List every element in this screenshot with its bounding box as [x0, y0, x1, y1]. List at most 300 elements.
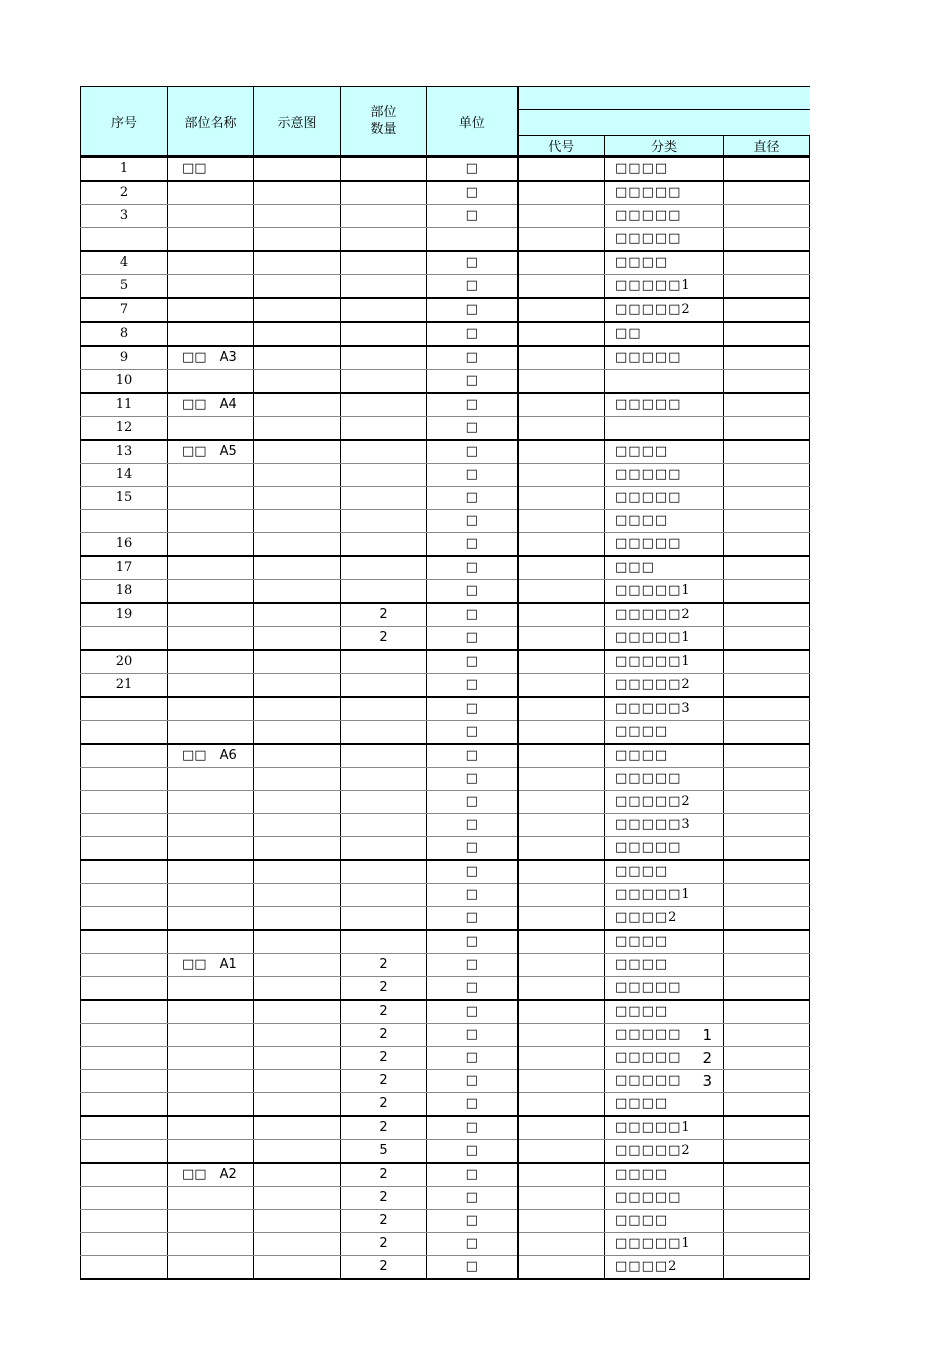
- part-name-cell[interactable]: [168, 627, 254, 651]
- code-cell[interactable]: [518, 1163, 605, 1187]
- part-name-cell[interactable]: [168, 603, 254, 627]
- diagram-cell[interactable]: [254, 1093, 341, 1117]
- category-cell[interactable]: [605, 744, 724, 768]
- diameter-cell[interactable]: [724, 393, 810, 417]
- diameter-cell[interactable]: [724, 603, 810, 627]
- part-name-cell[interactable]: [168, 907, 254, 931]
- diagram-cell[interactable]: [254, 697, 341, 721]
- code-cell[interactable]: [518, 1210, 605, 1233]
- diameter-cell[interactable]: [724, 1187, 810, 1210]
- code-cell[interactable]: [518, 907, 605, 931]
- diameter-cell[interactable]: [724, 1093, 810, 1117]
- category-cell[interactable]: [605, 1187, 724, 1210]
- category-cell[interactable]: [605, 1256, 724, 1280]
- category-cell[interactable]: [605, 650, 724, 674]
- unit-cell[interactable]: [427, 697, 518, 721]
- category-cell[interactable]: [605, 487, 724, 510]
- part-name-cell[interactable]: [168, 464, 254, 487]
- row-number[interactable]: [81, 181, 168, 205]
- category-cell[interactable]: [605, 1140, 724, 1164]
- diagram-cell[interactable]: [254, 417, 341, 441]
- part-qty-cell[interactable]: [341, 930, 427, 954]
- row-number[interactable]: [81, 464, 168, 487]
- category-cell[interactable]: [605, 768, 724, 791]
- code-cell[interactable]: [518, 1070, 605, 1093]
- diameter-cell[interactable]: [724, 884, 810, 907]
- part-qty-cell[interactable]: [341, 837, 427, 861]
- part-qty-cell[interactable]: [341, 1070, 427, 1093]
- part-name-cell[interactable]: [168, 1024, 254, 1047]
- diagram-cell[interactable]: [254, 370, 341, 394]
- diameter-cell[interactable]: [724, 181, 810, 205]
- code-cell[interactable]: [518, 860, 605, 884]
- part-name-cell[interactable]: [168, 346, 254, 370]
- part-name-cell[interactable]: [168, 1256, 254, 1280]
- diagram-cell[interactable]: [254, 393, 341, 417]
- unit-cell[interactable]: [427, 674, 518, 698]
- part-name-cell[interactable]: [168, 580, 254, 604]
- unit-cell[interactable]: [427, 1256, 518, 1280]
- unit-cell[interactable]: [427, 298, 518, 322]
- unit-cell[interactable]: [427, 393, 518, 417]
- part-qty-cell[interactable]: [341, 417, 427, 441]
- unit-cell[interactable]: [427, 1210, 518, 1233]
- unit-cell[interactable]: [427, 487, 518, 510]
- diagram-cell[interactable]: [254, 440, 341, 464]
- category-cell[interactable]: [605, 393, 724, 417]
- part-name-cell[interactable]: [168, 837, 254, 861]
- diameter-cell[interactable]: [724, 1070, 810, 1093]
- diagram-cell[interactable]: [254, 603, 341, 627]
- code-cell[interactable]: [518, 157, 605, 181]
- row-number[interactable]: [81, 370, 168, 394]
- row-number[interactable]: [81, 1163, 168, 1187]
- diameter-cell[interactable]: [724, 1256, 810, 1280]
- row-number[interactable]: [81, 1140, 168, 1164]
- part-qty-cell[interactable]: [341, 954, 427, 977]
- part-qty-cell[interactable]: [341, 1187, 427, 1210]
- part-qty-cell[interactable]: [341, 1256, 427, 1280]
- part-name-cell[interactable]: [168, 1140, 254, 1164]
- diameter-cell[interactable]: [724, 907, 810, 931]
- code-cell[interactable]: [518, 1000, 605, 1024]
- part-qty-cell[interactable]: [341, 228, 427, 252]
- category-cell[interactable]: [605, 884, 724, 907]
- part-name-cell[interactable]: [168, 674, 254, 698]
- code-cell[interactable]: [518, 370, 605, 394]
- unit-cell[interactable]: [427, 627, 518, 651]
- code-cell[interactable]: [518, 181, 605, 205]
- unit-cell[interactable]: [427, 1070, 518, 1093]
- diameter-cell[interactable]: [724, 768, 810, 791]
- unit-cell[interactable]: [427, 464, 518, 487]
- diameter-cell[interactable]: [724, 814, 810, 837]
- part-qty-cell[interactable]: [341, 322, 427, 346]
- row-number[interactable]: [81, 860, 168, 884]
- unit-cell[interactable]: [427, 510, 518, 533]
- diagram-cell[interactable]: [254, 510, 341, 533]
- part-name-cell[interactable]: [168, 1163, 254, 1187]
- part-name-cell[interactable]: [168, 650, 254, 674]
- category-cell[interactable]: [605, 181, 724, 205]
- part-name-cell[interactable]: [168, 251, 254, 275]
- unit-cell[interactable]: [427, 930, 518, 954]
- diameter-cell[interactable]: [724, 580, 810, 604]
- diagram-cell[interactable]: [254, 627, 341, 651]
- part-qty-cell[interactable]: [341, 1093, 427, 1117]
- category-cell[interactable]: [605, 1093, 724, 1117]
- part-qty-cell[interactable]: [341, 1116, 427, 1140]
- diameter-cell[interactable]: [724, 322, 810, 346]
- part-name-cell[interactable]: [168, 417, 254, 441]
- unit-cell[interactable]: [427, 1000, 518, 1024]
- part-name-cell[interactable]: [168, 533, 254, 557]
- part-name-cell[interactable]: [168, 977, 254, 1001]
- diagram-cell[interactable]: [254, 251, 341, 275]
- part-qty-cell[interactable]: [341, 533, 427, 557]
- category-cell[interactable]: [605, 674, 724, 698]
- part-name-cell[interactable]: [168, 370, 254, 394]
- row-number[interactable]: [81, 298, 168, 322]
- unit-cell[interactable]: [427, 721, 518, 745]
- part-name-cell[interactable]: [168, 954, 254, 977]
- row-number[interactable]: [81, 1256, 168, 1280]
- row-number[interactable]: [81, 697, 168, 721]
- diameter-cell[interactable]: [724, 1140, 810, 1164]
- part-qty-cell[interactable]: [341, 181, 427, 205]
- diagram-cell[interactable]: [254, 1047, 341, 1070]
- part-name-cell[interactable]: [168, 697, 254, 721]
- part-name-cell[interactable]: [168, 1070, 254, 1093]
- row-number[interactable]: [81, 440, 168, 464]
- diameter-cell[interactable]: [724, 533, 810, 557]
- code-cell[interactable]: [518, 1024, 605, 1047]
- part-name-cell[interactable]: [168, 298, 254, 322]
- part-qty-cell[interactable]: [341, 275, 427, 299]
- code-cell[interactable]: [518, 1140, 605, 1164]
- category-cell[interactable]: [605, 1070, 724, 1093]
- part-name-cell[interactable]: [168, 791, 254, 814]
- diagram-cell[interactable]: [254, 814, 341, 837]
- part-qty-cell[interactable]: [341, 1000, 427, 1024]
- diagram-cell[interactable]: [254, 1024, 341, 1047]
- category-cell[interactable]: [605, 205, 724, 228]
- diagram-cell[interactable]: [254, 556, 341, 580]
- diagram-cell[interactable]: [254, 464, 341, 487]
- row-number[interactable]: [81, 1024, 168, 1047]
- row-number[interactable]: [81, 603, 168, 627]
- unit-cell[interactable]: [427, 556, 518, 580]
- part-name-cell[interactable]: [168, 275, 254, 299]
- row-number[interactable]: [81, 275, 168, 299]
- part-name-cell[interactable]: [168, 205, 254, 228]
- part-name-cell[interactable]: [168, 1210, 254, 1233]
- category-cell[interactable]: [605, 1000, 724, 1024]
- part-qty-cell[interactable]: [341, 744, 427, 768]
- diameter-cell[interactable]: [724, 205, 810, 228]
- code-cell[interactable]: [518, 697, 605, 721]
- row-number[interactable]: [81, 1116, 168, 1140]
- category-cell[interactable]: [605, 440, 724, 464]
- diameter-cell[interactable]: [724, 157, 810, 181]
- row-number[interactable]: [81, 744, 168, 768]
- category-cell[interactable]: [605, 1116, 724, 1140]
- unit-cell[interactable]: [427, 228, 518, 252]
- code-cell[interactable]: [518, 814, 605, 837]
- code-cell[interactable]: [518, 510, 605, 533]
- part-qty-cell[interactable]: [341, 907, 427, 931]
- diameter-cell[interactable]: [724, 487, 810, 510]
- diagram-cell[interactable]: [254, 1070, 341, 1093]
- diameter-cell[interactable]: [724, 464, 810, 487]
- diameter-cell[interactable]: [724, 837, 810, 861]
- part-qty-cell[interactable]: [341, 251, 427, 275]
- diagram-cell[interactable]: [254, 837, 341, 861]
- row-number[interactable]: [81, 1233, 168, 1256]
- row-number[interactable]: [81, 1210, 168, 1233]
- diagram-cell[interactable]: [254, 1140, 341, 1164]
- diagram-cell[interactable]: [254, 721, 341, 745]
- diagram-cell[interactable]: [254, 954, 341, 977]
- diagram-cell[interactable]: [254, 1116, 341, 1140]
- part-name-cell[interactable]: [168, 721, 254, 745]
- part-qty-cell[interactable]: [341, 627, 427, 651]
- code-cell[interactable]: [518, 884, 605, 907]
- part-qty-cell[interactable]: [341, 556, 427, 580]
- part-name-cell[interactable]: [168, 510, 254, 533]
- diameter-cell[interactable]: [724, 977, 810, 1001]
- diameter-cell[interactable]: [724, 721, 810, 745]
- row-number[interactable]: [81, 884, 168, 907]
- row-number[interactable]: [81, 228, 168, 252]
- part-qty-cell[interactable]: [341, 157, 427, 181]
- unit-cell[interactable]: [427, 977, 518, 1001]
- unit-cell[interactable]: [427, 417, 518, 441]
- category-cell[interactable]: [605, 1210, 724, 1233]
- diameter-cell[interactable]: [724, 1116, 810, 1140]
- unit-cell[interactable]: [427, 580, 518, 604]
- row-number[interactable]: [81, 1187, 168, 1210]
- diameter-cell[interactable]: [724, 1210, 810, 1233]
- diameter-cell[interactable]: [724, 251, 810, 275]
- row-number[interactable]: [81, 393, 168, 417]
- row-number[interactable]: [81, 1093, 168, 1117]
- category-cell[interactable]: [605, 837, 724, 861]
- unit-cell[interactable]: [427, 205, 518, 228]
- diagram-cell[interactable]: [254, 768, 341, 791]
- diameter-cell[interactable]: [724, 298, 810, 322]
- category-cell[interactable]: [605, 907, 724, 931]
- row-number[interactable]: [81, 930, 168, 954]
- code-cell[interactable]: [518, 650, 605, 674]
- category-cell[interactable]: [605, 860, 724, 884]
- category-cell[interactable]: [605, 814, 724, 837]
- code-cell[interactable]: [518, 768, 605, 791]
- unit-cell[interactable]: [427, 814, 518, 837]
- part-name-cell[interactable]: [168, 884, 254, 907]
- part-qty-cell[interactable]: [341, 674, 427, 698]
- unit-cell[interactable]: [427, 791, 518, 814]
- diameter-cell[interactable]: [724, 697, 810, 721]
- part-name-cell[interactable]: [168, 393, 254, 417]
- row-number[interactable]: [81, 322, 168, 346]
- part-qty-cell[interactable]: [341, 1047, 427, 1070]
- diameter-cell[interactable]: [724, 370, 810, 394]
- diagram-cell[interactable]: [254, 157, 341, 181]
- diameter-cell[interactable]: [724, 440, 810, 464]
- category-cell[interactable]: [605, 228, 724, 252]
- unit-cell[interactable]: [427, 768, 518, 791]
- part-qty-cell[interactable]: [341, 1210, 427, 1233]
- row-number[interactable]: [81, 251, 168, 275]
- unit-cell[interactable]: [427, 346, 518, 370]
- part-qty-cell[interactable]: [341, 603, 427, 627]
- part-qty-cell[interactable]: [341, 650, 427, 674]
- unit-cell[interactable]: [427, 860, 518, 884]
- row-number[interactable]: [81, 907, 168, 931]
- unit-cell[interactable]: [427, 157, 518, 181]
- diameter-cell[interactable]: [724, 228, 810, 252]
- unit-cell[interactable]: [427, 1024, 518, 1047]
- diagram-cell[interactable]: [254, 977, 341, 1001]
- diagram-cell[interactable]: [254, 1256, 341, 1280]
- part-qty-cell[interactable]: [341, 510, 427, 533]
- diameter-cell[interactable]: [724, 417, 810, 441]
- part-name-cell[interactable]: [168, 930, 254, 954]
- part-qty-cell[interactable]: [341, 1163, 427, 1187]
- code-cell[interactable]: [518, 228, 605, 252]
- diagram-cell[interactable]: [254, 907, 341, 931]
- code-cell[interactable]: [518, 417, 605, 441]
- part-name-cell[interactable]: [168, 1000, 254, 1024]
- code-cell[interactable]: [518, 298, 605, 322]
- part-name-cell[interactable]: [168, 1093, 254, 1117]
- category-cell[interactable]: [605, 721, 724, 745]
- category-cell[interactable]: [605, 417, 724, 441]
- part-name-cell[interactable]: [168, 1187, 254, 1210]
- row-number[interactable]: [81, 510, 168, 533]
- diagram-cell[interactable]: [254, 580, 341, 604]
- category-cell[interactable]: [605, 275, 724, 299]
- diagram-cell[interactable]: [254, 1233, 341, 1256]
- diagram-cell[interactable]: [254, 1163, 341, 1187]
- category-cell[interactable]: [605, 603, 724, 627]
- part-qty-cell[interactable]: [341, 1140, 427, 1164]
- code-cell[interactable]: [518, 954, 605, 977]
- row-number[interactable]: [81, 814, 168, 837]
- category-cell[interactable]: [605, 370, 724, 394]
- category-cell[interactable]: [605, 930, 724, 954]
- code-cell[interactable]: [518, 1116, 605, 1140]
- code-cell[interactable]: [518, 275, 605, 299]
- category-cell[interactable]: [605, 510, 724, 533]
- unit-cell[interactable]: [427, 650, 518, 674]
- unit-cell[interactable]: [427, 181, 518, 205]
- row-number[interactable]: [81, 977, 168, 1001]
- category-cell[interactable]: [605, 556, 724, 580]
- row-number[interactable]: [81, 417, 168, 441]
- diagram-cell[interactable]: [254, 298, 341, 322]
- diameter-cell[interactable]: [724, 1000, 810, 1024]
- unit-cell[interactable]: [427, 533, 518, 557]
- diameter-cell[interactable]: [724, 1163, 810, 1187]
- row-number[interactable]: [81, 205, 168, 228]
- code-cell[interactable]: [518, 440, 605, 464]
- diagram-cell[interactable]: [254, 1187, 341, 1210]
- part-qty-cell[interactable]: [341, 977, 427, 1001]
- category-cell[interactable]: [605, 580, 724, 604]
- diameter-cell[interactable]: [724, 346, 810, 370]
- part-qty-cell[interactable]: [341, 487, 427, 510]
- diagram-cell[interactable]: [254, 181, 341, 205]
- part-name-cell[interactable]: [168, 228, 254, 252]
- category-cell[interactable]: [605, 697, 724, 721]
- diameter-cell[interactable]: [724, 275, 810, 299]
- row-number[interactable]: [81, 674, 168, 698]
- category-cell[interactable]: [605, 1047, 724, 1070]
- row-number[interactable]: [81, 580, 168, 604]
- part-name-cell[interactable]: [168, 1047, 254, 1070]
- code-cell[interactable]: [518, 1047, 605, 1070]
- part-name-cell[interactable]: [168, 768, 254, 791]
- row-number[interactable]: [81, 954, 168, 977]
- diameter-cell[interactable]: [724, 627, 810, 651]
- unit-cell[interactable]: [427, 251, 518, 275]
- diagram-cell[interactable]: [254, 791, 341, 814]
- code-cell[interactable]: [518, 791, 605, 814]
- code-cell[interactable]: [518, 744, 605, 768]
- part-qty-cell[interactable]: [341, 440, 427, 464]
- diagram-cell[interactable]: [254, 322, 341, 346]
- code-cell[interactable]: [518, 464, 605, 487]
- row-number[interactable]: [81, 768, 168, 791]
- part-name-cell[interactable]: [168, 814, 254, 837]
- unit-cell[interactable]: [427, 954, 518, 977]
- code-cell[interactable]: [518, 533, 605, 557]
- part-qty-cell[interactable]: [341, 1024, 427, 1047]
- part-qty-cell[interactable]: [341, 580, 427, 604]
- code-cell[interactable]: [518, 393, 605, 417]
- code-cell[interactable]: [518, 627, 605, 651]
- unit-cell[interactable]: [427, 1047, 518, 1070]
- diagram-cell[interactable]: [254, 1210, 341, 1233]
- row-number[interactable]: [81, 157, 168, 181]
- category-cell[interactable]: [605, 1024, 724, 1047]
- unit-cell[interactable]: [427, 370, 518, 394]
- code-cell[interactable]: [518, 556, 605, 580]
- category-cell[interactable]: [605, 1233, 724, 1256]
- unit-cell[interactable]: [427, 1233, 518, 1256]
- diameter-cell[interactable]: [724, 860, 810, 884]
- row-number[interactable]: [81, 837, 168, 861]
- part-qty-cell[interactable]: [341, 768, 427, 791]
- part-qty-cell[interactable]: [341, 393, 427, 417]
- row-number[interactable]: [81, 721, 168, 745]
- category-cell[interactable]: [605, 954, 724, 977]
- diagram-cell[interactable]: [254, 650, 341, 674]
- diagram-cell[interactable]: [254, 860, 341, 884]
- part-name-cell[interactable]: [168, 1116, 254, 1140]
- row-number[interactable]: [81, 533, 168, 557]
- part-qty-cell[interactable]: [341, 370, 427, 394]
- unit-cell[interactable]: [427, 1187, 518, 1210]
- code-cell[interactable]: [518, 674, 605, 698]
- diameter-cell[interactable]: [724, 930, 810, 954]
- row-number[interactable]: [81, 650, 168, 674]
- code-cell[interactable]: [518, 580, 605, 604]
- part-qty-cell[interactable]: [341, 884, 427, 907]
- unit-cell[interactable]: [427, 744, 518, 768]
